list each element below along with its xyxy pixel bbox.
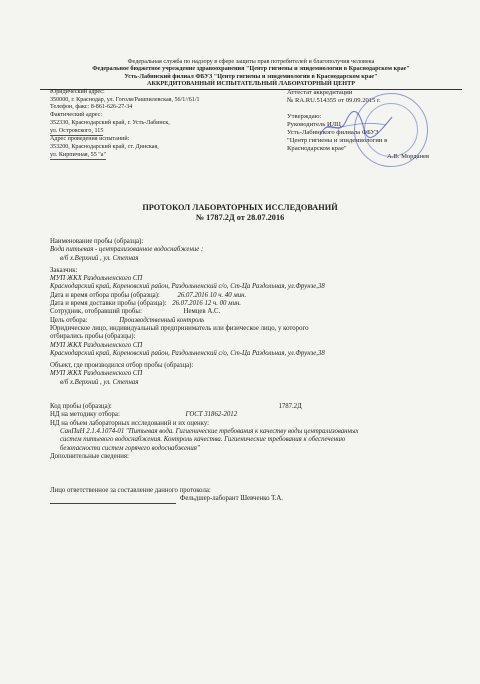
customer-address: Краснодарский край, Кореновский район, Раздольненский с/о, Ст-Ца Раздольная, ул.Фрунзе,38: [50, 283, 325, 291]
sample-name-label: Наименование пробы (образца):: [50, 238, 144, 245]
signature-line: [50, 503, 176, 504]
responsible-label: Лицо ответственное за составление данного протокола:: [50, 487, 211, 494]
sampler-label: Сотрудник, отобравший пробы:: [50, 308, 142, 316]
object-place: в/б х.Верхний , ул. Степная: [60, 378, 139, 386]
actual-address-line-2: ул. Островского, 115: [50, 128, 103, 137]
legal-address-label: Юридический адрес:: [50, 89, 105, 95]
purpose-label: Цель отбора:: [50, 316, 88, 324]
approver-name: А.В. Морданев: [387, 153, 430, 160]
actual-address-label: Фактический адрес:: [50, 112, 103, 119]
phone-fax: Телефон, факс: 8-861-626-27-34: [50, 104, 133, 111]
header-line-4: АККРЕДИТОВАННЫЙ ИСПЫТАТЕЛЬНЫЙ ЛАБОРАТОРНЫЙ ЦЕНТР: [147, 80, 355, 88]
sampling-method: ГОСТ 31862-2012: [185, 411, 238, 419]
sampling-method-row: [50, 411, 462, 419]
sampling-datetime: 26.07.2016 10 ч. 40 мин.: [177, 291, 247, 299]
header-line-3: Усть-Лабинский филиал ФБУЗ "Центр гигиены и эпидемиологии в Краснодарском крае": [124, 72, 378, 80]
responsible-block: [50, 487, 283, 504]
purpose-row: [50, 317, 462, 325]
legal-entity-name: МУП ЖКХ Раздольненского СП: [50, 341, 143, 349]
sampling-method-label: НД на методику отбора:: [50, 411, 120, 419]
object-name: МУП ЖКХ Раздольненского СП: [50, 370, 143, 378]
header-line-1: Федеральная служба по надзору в сфере защиты прав потребителей и благополучия человека: [127, 58, 375, 65]
responsible-person: Фельдшер-лаборант Шевченко Т.А.: [180, 495, 283, 503]
approver-title-2: Усть-Лабинского филиала ФБУЗ: [287, 129, 379, 136]
accreditation-label: Аттестат аккредитации: [287, 89, 353, 96]
approved-label: Утверждаю:: [287, 113, 322, 120]
scope-label: НД на объем лабораторных исследований и их оценку:: [50, 419, 210, 427]
sample-name-1: Вода питьевая - централизованное водоснабжение :: [50, 246, 204, 254]
sampling-datetime-label: Дата и время отбора пробы (образца):: [50, 291, 160, 299]
legal-address: 350000, г. Краснодар, ул. Гоголя/Рашпилевская, 56/1//61/1: [50, 96, 200, 103]
delivery-datetime: 26.07.2016 12 ч. 00 мин.: [172, 300, 241, 308]
test-address-line-1: 353200, Краснодарский край, ст. Динская,: [50, 143, 159, 150]
sample-code: 1787.2Д: [278, 403, 302, 411]
sampler-name: Немцев А.С.: [183, 308, 221, 316]
delivery-datetime-label: Дата и время доставки пробы (образца):: [50, 300, 167, 308]
sampler-row: [50, 308, 462, 316]
extra-info-label: Дополнительные сведения:: [50, 452, 129, 460]
approver-title-4: Краснодарском крае": [287, 145, 347, 152]
test-address-line-2: ул. Кирпичная, 55 "а": [50, 152, 106, 161]
scope-line-3: безопасности систем горячего водоснабжения": [60, 444, 200, 452]
test-address-label: Адрес проведения испытаний:: [50, 136, 130, 143]
accreditation-number: № RA.RU.514355 от 09.09.2015 г.: [287, 97, 381, 104]
actual-address-line-1: 352330, Краснодарский край, г. Усть-Лабинск,: [50, 119, 170, 126]
sample-code-label: Код пробы (образца):: [50, 403, 112, 411]
legal-entity-address: Краснодарский край, Кореновский район, Раздольненский с/о, Ст-Ца Раздольная, ул.Фрунзе,38: [50, 349, 325, 357]
header-line-2: Федеральное бюджетное учреждение здравоохранения "Центр гигиены и эпидемиологии в Краснодарском крае": [92, 65, 410, 73]
organization-header: [40, 58, 462, 90]
scope-line-1: СанПиН 2.1.4.1074-01 "Питьевая вода. Гигиенические требования к качеству воды централизованных: [60, 427, 359, 435]
approver-title-1: Руководитель ИЛЦ: [287, 121, 341, 128]
purpose: Производственный контроль: [119, 316, 205, 324]
sample-code-row: [50, 403, 462, 411]
sample-name-2: в/б х.Верхний , ул. Степная: [60, 254, 139, 262]
sampling-datetime-row: [50, 292, 462, 300]
title-line-1: ПРОТОКОЛ ЛАБОРАТОРНЫХ ИССЛЕДОВАНИЙ: [142, 203, 338, 212]
delivery-datetime-row: [50, 300, 462, 308]
title-line-2: № 1787.2Д от 28.07.2016: [195, 213, 285, 222]
customer-label: Заказчик:: [50, 266, 78, 274]
object-label: Объект, где производился отбор пробы (образца):: [50, 362, 194, 370]
customer-name: МУП ЖКХ Раздольненского СП: [50, 275, 143, 283]
protocol-body: [50, 238, 462, 461]
protocol-title: [0, 203, 480, 223]
legal-entity-label-2: отбирались пробы (образцы):: [50, 333, 136, 341]
signature-icon: [316, 109, 396, 143]
legal-entity-label-1: Юридическое лицо, индивидуальный предприниматель или физическое лицо, у которого: [50, 324, 309, 332]
addresses-block: [50, 89, 260, 160]
scope-line-2: систем питьевого водоснабжения. Контроль качества. Гигиенические требования к обеспечению: [60, 436, 346, 444]
approver-title-3: "Центр гигиены и эпидемиологии в: [287, 137, 388, 144]
